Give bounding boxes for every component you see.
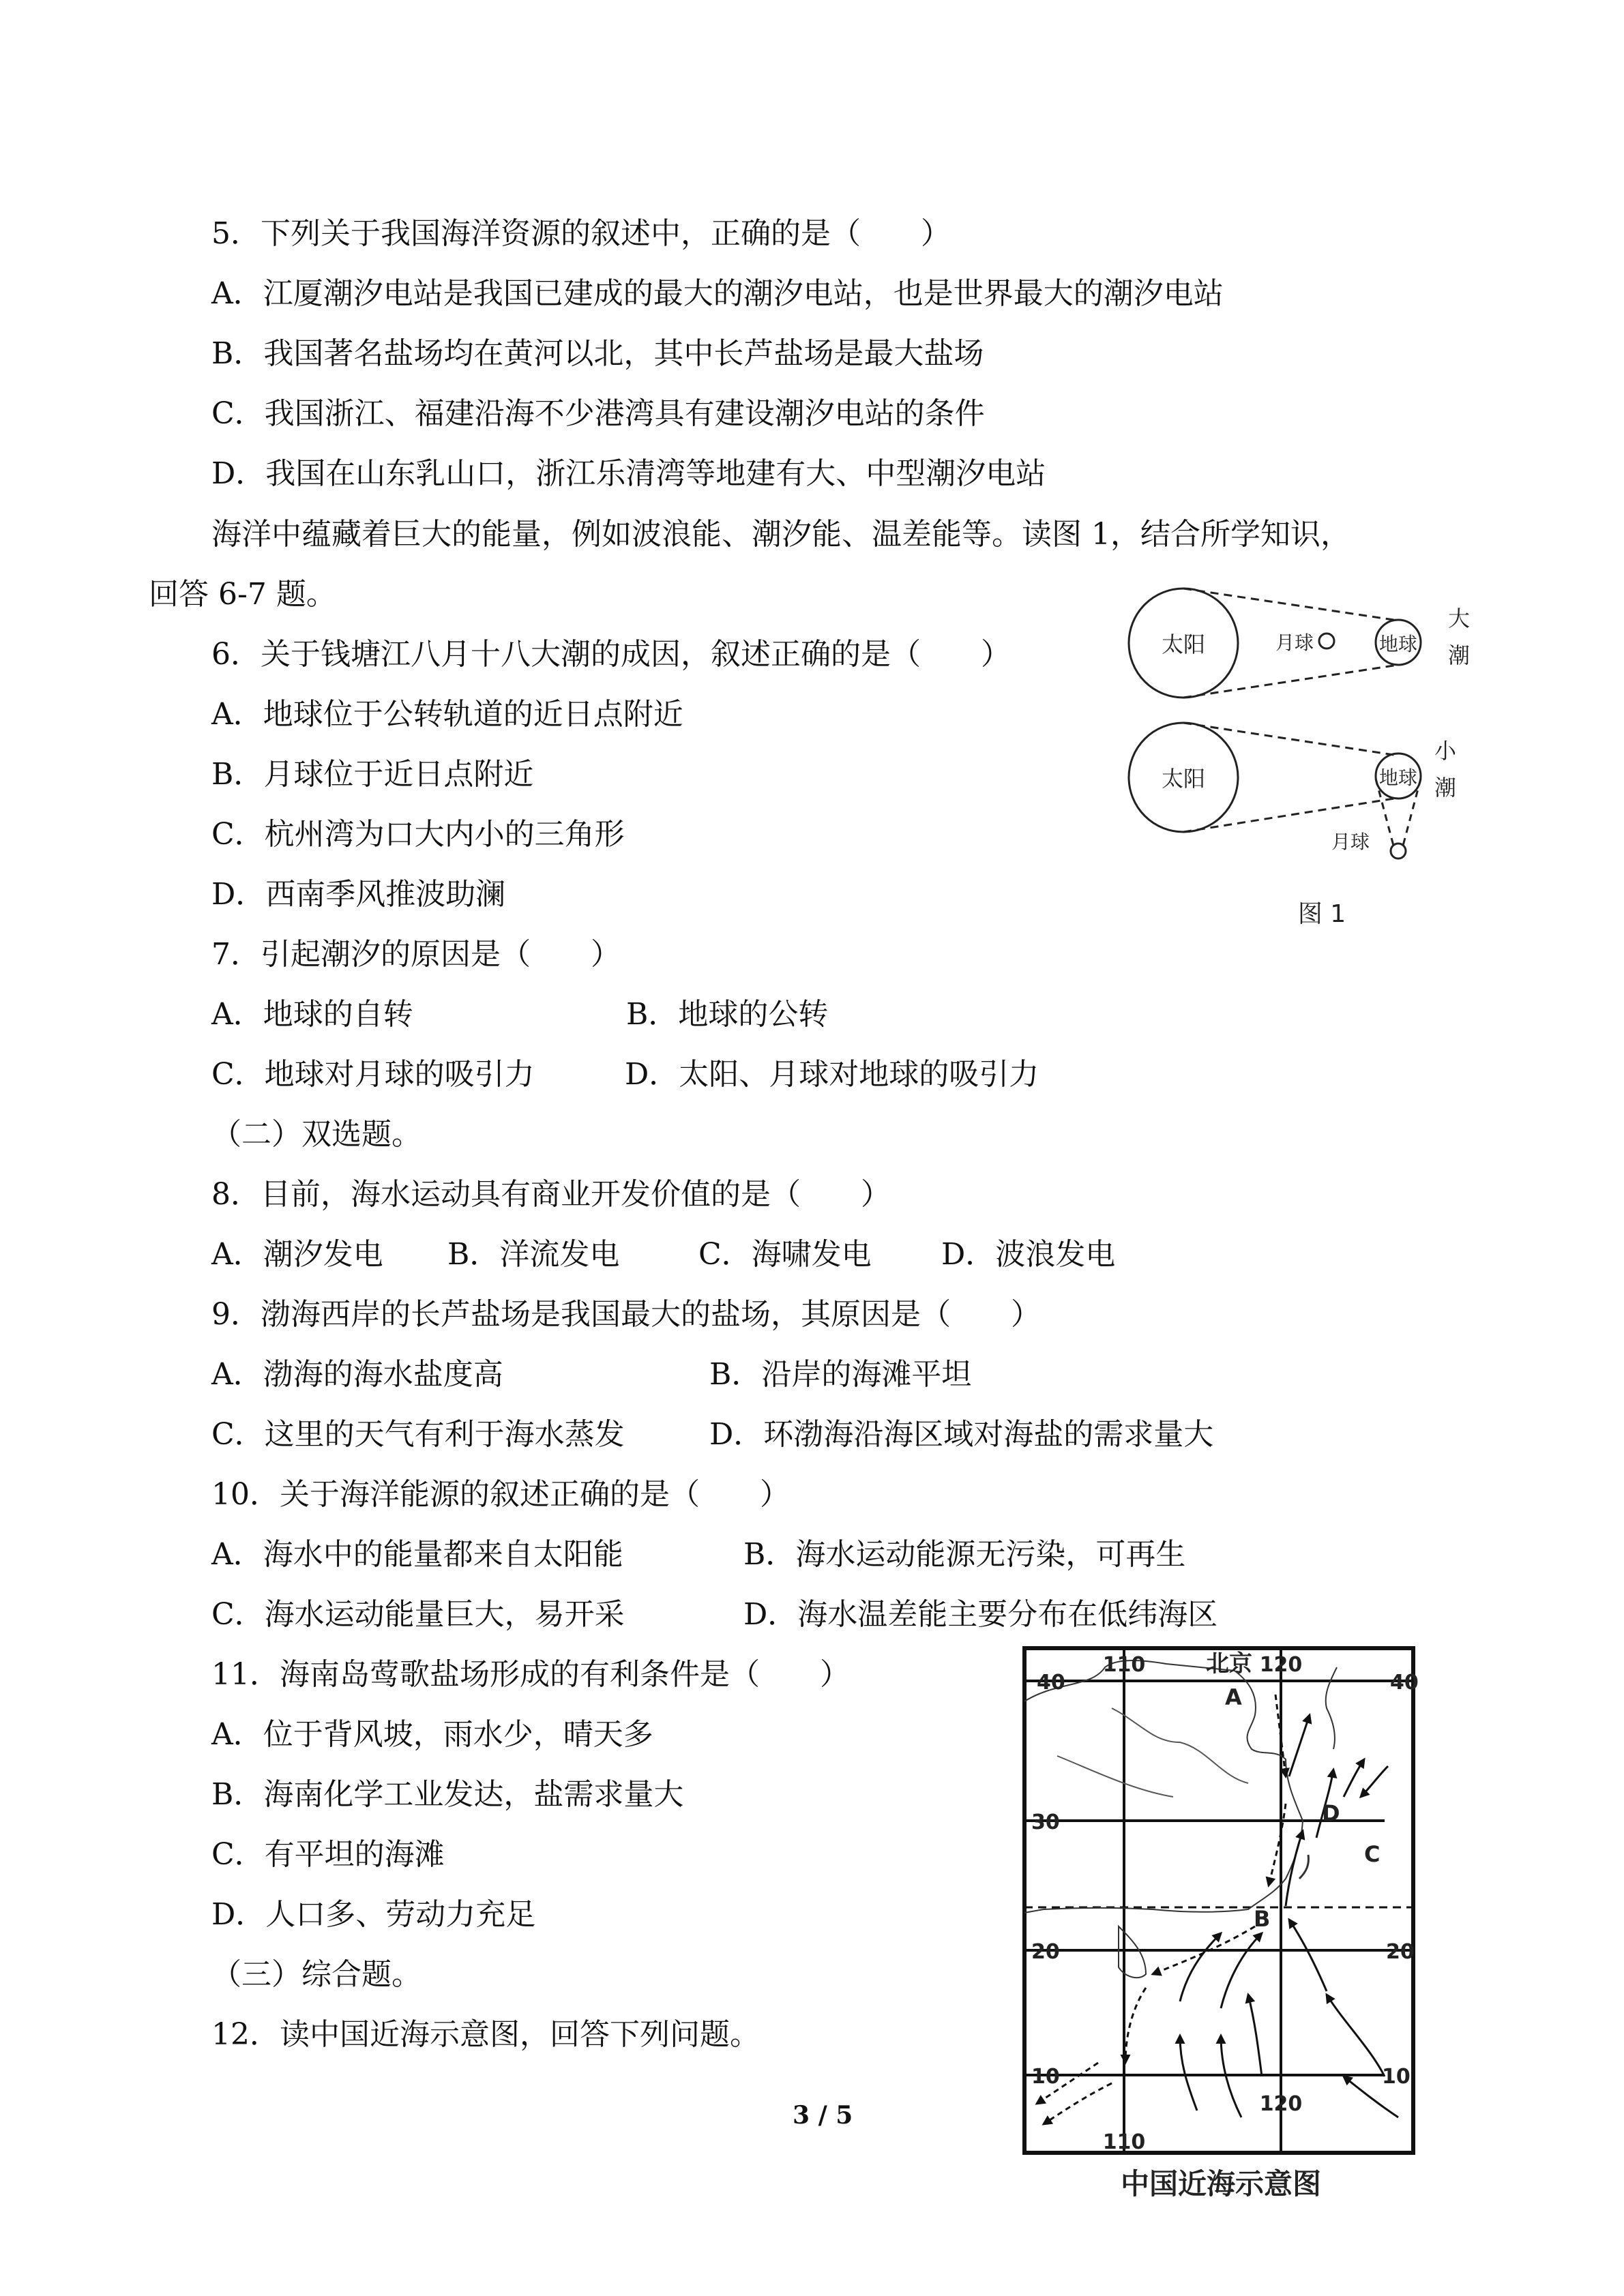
earth-label-spring: 地球 — [1378, 633, 1418, 655]
lon-label-110-bottom: 110 — [1102, 2130, 1146, 2154]
sun-label-neap: 太阳 — [1161, 766, 1206, 792]
q7-stem: 7．引起潮汐的原因是（ ） — [211, 937, 621, 972]
q8-option-a: A．潮汐发电 — [211, 1237, 383, 1272]
moon-label-spring: 月球 — [1275, 631, 1314, 654]
q9-stem: 9．渤海西岸的长芦盐场是我国最大的盐场，其原因是（ ） — [211, 1297, 1041, 1332]
intro-line-2: 回答 6-7 题。 — [149, 577, 336, 612]
q6-option-a: A．地球位于公转轨道的近日点附近 — [211, 697, 683, 732]
moon-circle-spring — [1319, 633, 1334, 648]
q7-option-b: B．地球的公转 — [626, 997, 829, 1032]
lat-label-20-left: 20 — [1031, 1940, 1060, 1964]
spring-tide-char-1: 大 — [1448, 606, 1471, 631]
q6-option-b: B．月球位于近日点附近 — [211, 757, 534, 792]
point-b-label: B — [1254, 1906, 1271, 1932]
q9-option-d: D．环渤海沿海区域对海盐的需求量大 — [709, 1417, 1214, 1452]
q5-option-a: A．江厦潮汐电站是我国已建成的最大的潮汐电站，也是世界最大的潮汐电站 — [211, 276, 1224, 311]
q11-option-d: D．人口多、劳动力充足 — [211, 1897, 536, 1932]
q12-stem: 12．读中国近海示意图，回答下列问题。 — [211, 2017, 760, 2052]
map-frame — [1024, 1648, 1413, 2153]
q7-option-d: D．太阳、月球对地球的吸引力 — [625, 1057, 1039, 1092]
q5-stem: 5．下列关于我国海洋资源的叙述中，正确的是（ ） — [211, 216, 951, 251]
china-offshore-map — [1016, 1640, 1432, 2220]
section-2-heading: （二）双选题。 — [211, 1117, 422, 1152]
q8-stem: 8．目前，海水运动具有商业开发价值的是（ ） — [211, 1177, 891, 1212]
q10-option-a: A．海水中的能量都来自太阳能 — [211, 1537, 623, 1572]
intro-line-1: 海洋中蕴藏着巨大的能量，例如波浪能、潮汐能、温差能等。读图 1，结合所学知识， — [211, 517, 1350, 552]
lon-label-120-bottom: 120 — [1259, 2092, 1303, 2116]
neap-tide-char-1: 小 — [1434, 738, 1457, 764]
lon-label-120-top: 120 — [1259, 1653, 1303, 1677]
q10-option-c: C．海水运动能量巨大，易开采 — [211, 1597, 625, 1632]
q9-option-a: A．渤海的海水盐度高 — [211, 1357, 503, 1392]
q8-option-c: C．海啸发电 — [698, 1237, 872, 1272]
q9-option-b: B．沿岸的海滩平坦 — [709, 1357, 972, 1392]
point-c-label: C — [1364, 1841, 1381, 1867]
q10-option-b: B．海水运动能源无污染，可再生 — [743, 1537, 1186, 1572]
q8-option-b: B．洋流发电 — [447, 1237, 620, 1272]
section-3-heading: （三）综合题。 — [211, 1957, 422, 1992]
q11-stem: 11．海南岛莺歌盐场形成的有利条件是（ ） — [211, 1657, 850, 1692]
lat-label-10-left: 10 — [1031, 2065, 1060, 2089]
point-a-label: A — [1225, 1684, 1242, 1710]
q7-option-c: C．地球对月球的吸引力 — [211, 1057, 535, 1092]
q7-option-a: A．地球的自转 — [211, 997, 413, 1032]
lat-label-20-right: 20 — [1386, 1940, 1415, 1964]
figure-1-caption: 图 1 — [1297, 900, 1346, 928]
q8-option-d: D．波浪发电 — [941, 1237, 1116, 1272]
lon-label-110-top: 110 — [1102, 1653, 1146, 1677]
q5-option-b: B．我国著名盐场均在黄河以北，其中长芦盐场是最大盐场 — [211, 336, 984, 371]
q9-option-c: C．这里的天气有利于海水蒸发 — [211, 1417, 625, 1452]
point-d-label: D — [1322, 1800, 1340, 1826]
q10-stem: 10．关于海洋能源的叙述正确的是（ ） — [211, 1477, 790, 1512]
q6-option-c: C．杭州湾为口大内小的三角形 — [211, 817, 625, 852]
lat-label-30-left: 30 — [1031, 1810, 1060, 1834]
q6-option-d: D．西南季风推波助澜 — [211, 877, 506, 912]
spring-tide-char-2: 潮 — [1448, 642, 1471, 668]
lat-label-40-left: 40 — [1037, 1671, 1065, 1695]
sun-label-spring: 太阳 — [1161, 631, 1206, 657]
lat-label-10-right: 10 — [1382, 2065, 1411, 2089]
q11-option-c: C．有平坦的海滩 — [211, 1837, 445, 1872]
lat-label-40-right: 40 — [1390, 1671, 1419, 1695]
moon-circle-neap — [1391, 844, 1406, 859]
q11-option-b: B．海南化学工业发达，盐需求量大 — [211, 1777, 684, 1812]
q6-stem: 6．关于钱塘江八月十八大潮的成因，叙述正确的是（ ） — [211, 637, 1011, 672]
moon-label-neap: 月球 — [1331, 831, 1370, 853]
earth-label-neap: 地球 — [1378, 766, 1418, 789]
q10-option-d: D．海水温差能主要分布在低纬海区 — [743, 1597, 1218, 1632]
q11-option-a: A．位于背风坡，雨水少，晴天多 — [211, 1717, 653, 1752]
figure-1-tide-diagram — [1119, 586, 1501, 941]
neap-tide-char-2: 潮 — [1434, 775, 1457, 801]
map-title: 中国近海示意图 — [1120, 2167, 1322, 2201]
q5-option-d: D．我国在山东乳山口，浙江乐清湾等地建有大、中型潮汐电站 — [211, 456, 1046, 491]
q5-option-c: C．我国浙江、福建沿海不少港湾具有建设潮汐电站的条件 — [211, 396, 985, 431]
page-number: 3 / 5 — [793, 2101, 853, 2130]
beijing-label: 北京 — [1206, 1650, 1252, 1678]
